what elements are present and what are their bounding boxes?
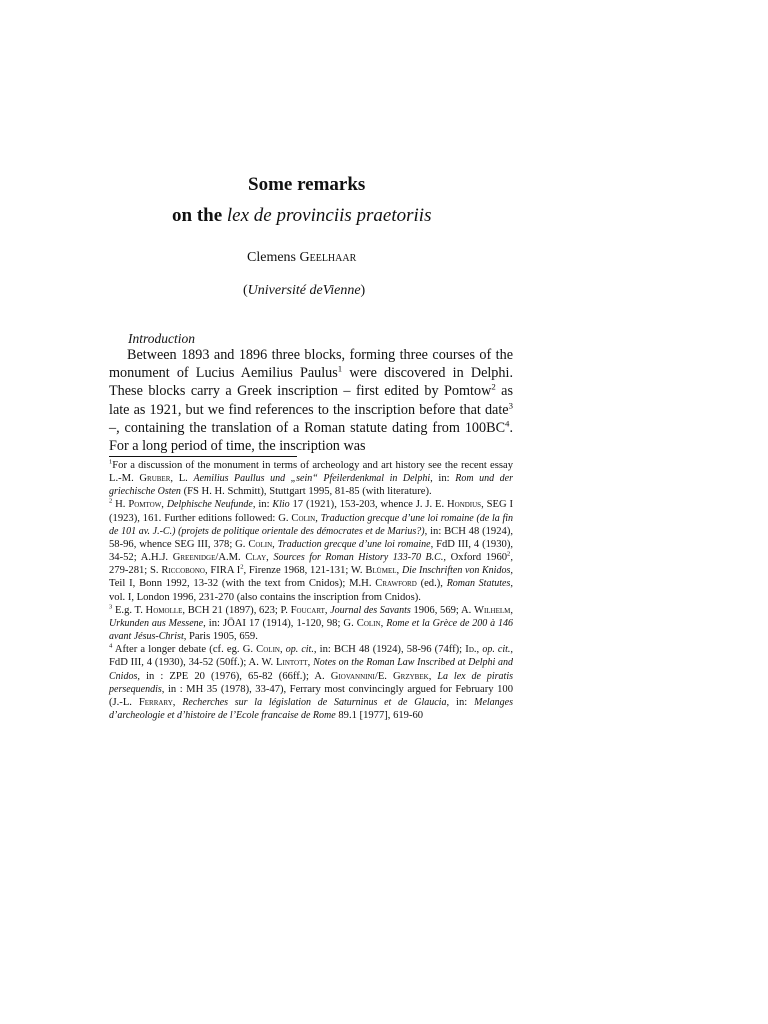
- fn-text: ,: [428, 670, 438, 682]
- fn-text: (FS H. H. Schmitt), Stuttgart 1995, 81-85 (with literature).: [180, 486, 432, 498]
- fn-author: Crawford: [375, 578, 417, 590]
- fn-text: ,: [266, 552, 274, 564]
- fn-text: , Teil I, Bonn 1992, 13-32 (with the text from Cnidos); M.H.: [109, 565, 513, 590]
- fn-author: Wilhelm: [473, 604, 511, 616]
- title-line-2: [172, 205, 431, 227]
- body-span: –, containing the translation of a Roman statute dating from 100BC: [109, 419, 506, 436]
- fn-text: ,: [315, 512, 321, 524]
- fn-author: Clay: [245, 552, 267, 564]
- fn-text: , FdD III, 4 (1930), 34-52; A.H.J.: [109, 538, 513, 564]
- fn-text: , in: JÖAI 17 (1914), 1-120, 98; G.: [203, 617, 357, 629]
- fn-text: E.g. T.: [112, 604, 146, 616]
- fn-text: ,: [307, 657, 314, 669]
- fn-title: Recherches sur la législation de Saturninus et de Glaucia: [182, 696, 447, 708]
- fn-title: op. cit.: [285, 644, 314, 656]
- title-italic: lex de provinciis praetoriis: [226, 205, 432, 226]
- footnote-ref: 2: [491, 381, 496, 392]
- fn-text: For a discussion of the monument in terms of archeology and art history see the recent essay L.-M.: [109, 460, 513, 485]
- author-name: [247, 250, 356, 266]
- footnote-ref: 3: [508, 399, 513, 410]
- fn-title: Journal des Savants: [330, 604, 411, 616]
- fn-author: Gruber: [139, 473, 171, 485]
- fn-author: Greenidge: [172, 552, 216, 564]
- fn-author: Homolle: [145, 604, 183, 616]
- fn-text: /E.: [374, 670, 394, 682]
- affiliation-open: (: [243, 283, 248, 298]
- fn-author: Hondius: [446, 499, 482, 511]
- fn-text: ,: [476, 644, 483, 656]
- footnote-1: [109, 459, 513, 498]
- fn-title: Die Inschriften von Knidos: [401, 565, 511, 577]
- fn-text: , in: BCH 48 (1924), 58-96 (74ff);: [313, 644, 466, 656]
- fn-text: H.: [112, 499, 129, 511]
- fn-text: After a longer debate (cf. eg. G.: [112, 644, 257, 656]
- fn-text: /A.M.: [215, 552, 246, 564]
- fn-text: , L.: [170, 473, 194, 485]
- fn-text: , in : ZPE 20 (1976), 65-82 (66ff.); A.: [137, 670, 331, 682]
- footnote-number: 2: [109, 497, 113, 505]
- body-span: . For a long period of time, the inscription was: [109, 419, 513, 455]
- fn-author: Grzybek: [393, 670, 429, 682]
- fn-title: Aemilius Paullus und „sein“ Pfeilerdenkmal in Delphi: [193, 473, 431, 485]
- fn-text: ,: [510, 604, 514, 616]
- author-first: Clemens: [247, 250, 300, 265]
- body-span: were discovered in Delphi. These blocks carry a Greek inscription – first edited by Pomtow: [109, 365, 513, 400]
- fn-text: , in:: [446, 696, 475, 708]
- footnote-3: [109, 604, 513, 643]
- fn-title: Notes on the Roman Law Inscribed at Delphi and Cnidos: [109, 657, 514, 682]
- fn-author: Colin: [356, 617, 381, 629]
- fn-title: La lex de piratis persequendis: [109, 670, 514, 695]
- footnote-ref: 4: [505, 418, 510, 429]
- body-span: Between 1893 and 1896 three blocks, forming three courses of the monument of Lucius Aemilius Paulus: [109, 347, 513, 382]
- fn-text: (ed.),: [416, 578, 447, 590]
- fn-author: Foucart: [290, 604, 325, 616]
- fn-text: ,: [172, 696, 183, 708]
- footnote-number: 4: [109, 642, 113, 650]
- title-prefix: on the: [172, 205, 227, 226]
- affiliation-close: ): [360, 283, 366, 298]
- fn-author: Ferrary: [138, 696, 173, 708]
- body-paragraph: [109, 346, 513, 455]
- fn-text: , in:: [430, 473, 456, 485]
- fn-text: ,: [396, 565, 402, 577]
- fn-title: Sources for Roman History 133-70 B.C.: [273, 552, 444, 564]
- fn-text: , vol. I, London 1996, 231-270 (also contains the inscription from Cnidos).: [109, 578, 513, 603]
- body-text: [109, 346, 513, 455]
- fn-text: , BCH 21 (1897), 623; P.: [182, 604, 291, 616]
- fn-author: Lintott: [276, 657, 308, 669]
- footnotes: [109, 459, 513, 722]
- footnote-number: 1: [109, 458, 113, 466]
- fn-title: Klio: [272, 499, 290, 511]
- fn-text: , Oxford 1960: [443, 552, 508, 564]
- fn-text: , in: BCH 48 (1924), 58-96, whence SEG III, 378; G.: [109, 525, 513, 550]
- fn-text: ,: [272, 538, 278, 550]
- fn-title: Urkunden aus Messene: [109, 617, 204, 629]
- fn-author: Pomtow: [128, 499, 162, 511]
- fn-text: , FIRA I: [204, 565, 241, 577]
- footnote-separator: [109, 456, 297, 457]
- fn-author: Colin: [248, 538, 273, 550]
- fn-text: , SEG I (1923), 161. Further editions followed: G.: [109, 499, 514, 524]
- fn-superscript: 2: [240, 563, 244, 571]
- title-line-1: Some remarks: [248, 174, 366, 195]
- fn-author: Blümel: [365, 565, 397, 577]
- fn-author: Riccobono: [161, 565, 205, 577]
- fn-text: , Firenze 1968, 121-131; W.: [243, 565, 366, 577]
- fn-author: Colin: [291, 512, 316, 524]
- fn-title: Traduction grecque d’une loi romaine (de la fin de 101 av. J.-C.) (projets de politique orientale des démocrates et de Marius?): [109, 512, 514, 537]
- fn-text: 17 (1921), 153-203, whence J. J. E.: [289, 499, 447, 511]
- affiliation-name: Université deVienne: [247, 283, 361, 298]
- fn-text: ,: [380, 617, 387, 629]
- fn-text: ,: [324, 604, 331, 616]
- fn-text: , in:: [252, 499, 273, 511]
- fn-text: 89.1 [1977], 619-60: [335, 709, 424, 721]
- fn-author: Id.: [465, 644, 477, 656]
- footnote-ref: 1: [337, 363, 343, 374]
- fn-text: 1906, 569; A.: [410, 604, 474, 616]
- fn-title: op. cit.: [482, 644, 511, 656]
- section-heading: Introduction: [128, 331, 195, 346]
- fn-author: Giovannini: [330, 670, 375, 682]
- author-last: Geelhaar: [299, 250, 357, 265]
- fn-text: , Paris 1905, 659.: [183, 631, 258, 643]
- affiliation: [243, 283, 365, 299]
- footnote-2: [109, 498, 513, 603]
- fn-title: Rome et la Grèce de 200 à 146 avant Jésus-Christ: [109, 617, 514, 643]
- body-span: as late as 1921, but we find references to the inscription before that date: [109, 383, 513, 418]
- footnote-4: [109, 643, 513, 722]
- fn-text: , 279-281; S.: [109, 552, 513, 577]
- fn-title: Roman Statutes: [446, 578, 511, 590]
- fn-title: Traduction grecque d’une loi romaine: [277, 538, 431, 550]
- fn-title: Melanges d’archeologie et d’histoire de l’Ecole francaise de Rome: [109, 696, 513, 721]
- fn-text: , FdD III, 4 (1930), 34-52 (50ff.); A. W.: [109, 644, 514, 669]
- fn-superscript: 2: [507, 550, 511, 558]
- fn-text: ,: [279, 644, 286, 656]
- fn-text: , in : MH 35 (1978), 33-47), Ferrary most convincingly argued for February 100 (J.-L.: [109, 683, 513, 708]
- footnote-number: 3: [109, 603, 113, 611]
- fn-title: Rom und der griechische Osten: [109, 473, 513, 498]
- fn-title: Delphische Neufunde: [166, 499, 253, 511]
- fn-author: Colin: [256, 644, 280, 656]
- fn-text: ,: [161, 499, 167, 511]
